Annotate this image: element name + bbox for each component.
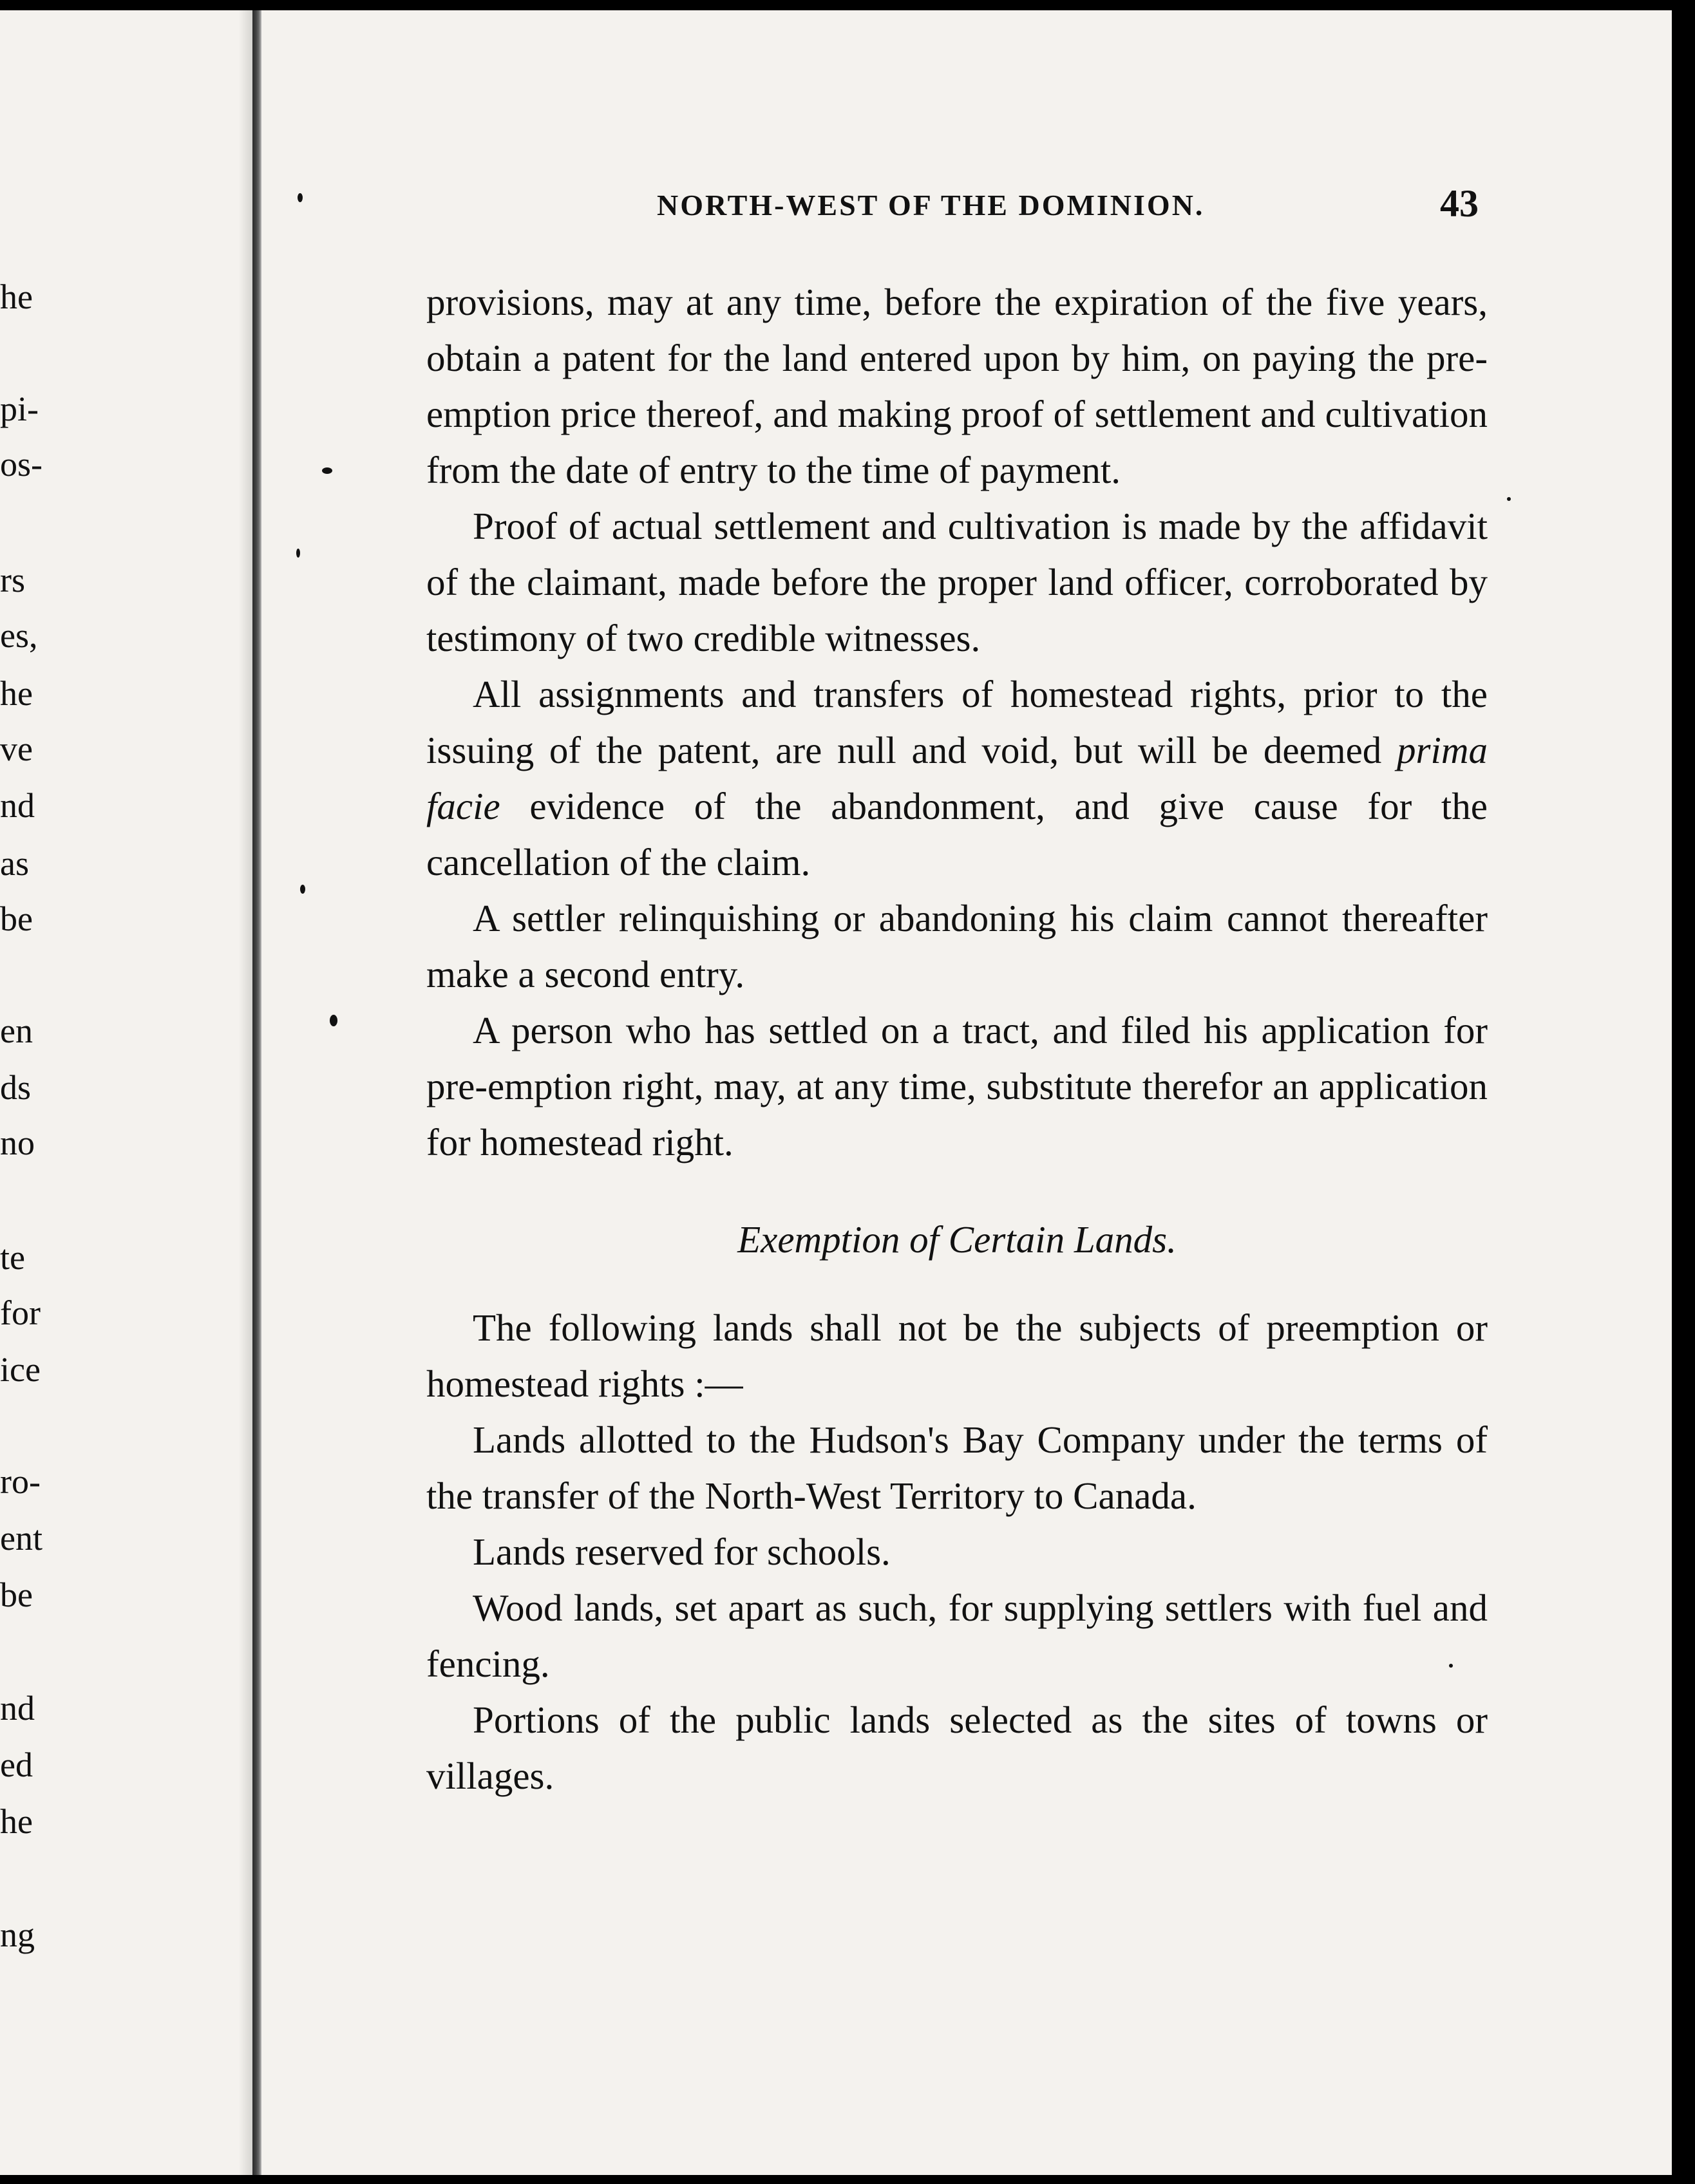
left-fragment: ro-	[0, 1462, 41, 1501]
paragraph-substitution: A person who has settled on a tract, and filed his application for pre-emption right, may, at any time, substitute therefor an application for homestead right.	[426, 1009, 1488, 1163]
scan-speck	[298, 193, 303, 202]
left-fragment: ice	[0, 1350, 41, 1389]
running-title: NORTH-WEST OF THE DOMINION.	[657, 189, 1205, 221]
scan-speck	[300, 885, 305, 894]
left-fragment: as	[0, 844, 29, 883]
page-number: 43	[1440, 182, 1479, 225]
left-fragment: ng	[0, 1916, 35, 1954]
scan-speck	[296, 549, 300, 558]
left-fragment: ed	[0, 1746, 33, 1784]
left-fragment: ve	[0, 730, 33, 768]
left-fragment: nd	[0, 1689, 35, 1727]
section-paragraph: Lands reserved for schools.	[473, 1530, 891, 1573]
left-fragment: ent	[0, 1519, 43, 1558]
left-fragment: he	[0, 278, 33, 316]
paragraph-relinquishing: A settler relinquishing or abandoning his claim cannot thereafter make a second entry.	[426, 897, 1488, 995]
paragraph-text: evidence of the abandonment, and give cause for the cancellation of the claim.	[426, 785, 1488, 883]
section-paragraph: Portions of the public lands selected as the sites of towns or villages.	[426, 1699, 1488, 1797]
page-body	[426, 274, 1488, 1804]
paragraph-text: All assignments and transfers of homestead rights, prior to the issuing of the patent, are null and void, but will be deemed	[426, 673, 1488, 771]
left-fragment: nd	[0, 786, 35, 825]
left-fragment: rs	[0, 561, 25, 599]
left-fragment: he	[0, 674, 33, 713]
left-fragment: no	[0, 1124, 35, 1162]
left-fragment: for	[0, 1294, 41, 1332]
section-heading: Exemption of Certain Lands.	[737, 1218, 1177, 1261]
scan-speck	[322, 467, 332, 474]
page-sheet	[0, 10, 1672, 2175]
left-fragment: be	[0, 1576, 33, 1614]
left-fragment: be	[0, 899, 33, 938]
gutter-shadow	[238, 10, 252, 2175]
section-paragraph: Lands allotted to the Hudson's Bay Company under the terms of the transfer of the North-West Territory to Canada.	[426, 1418, 1488, 1517]
book-gutter	[252, 10, 261, 2175]
paragraph-proof-of-settlement: Proof of actual settlement and cultivation is made by the affidavit of the claimant, made before the proper land officer, corroborated by testimony of two credible witnesses.	[426, 505, 1488, 659]
continued-paragraph: provisions, may at any time, before the expiration of the five years, obtain a patent for the land entered upon by him, on paying the pre-emption price thereof, and making proof of settlement and cultivation from the date of entry to the time of payment.	[426, 281, 1488, 491]
left-fragment: os-	[0, 445, 43, 484]
left-fragment: ds	[0, 1068, 32, 1107]
left-fragment: en	[0, 1012, 33, 1050]
paragraph-assignments	[426, 666, 1488, 890]
latin-phrase: prima facie	[426, 729, 1488, 827]
left-fragment: pi-	[0, 390, 39, 428]
left-fragment: te	[0, 1238, 25, 1277]
left-fragment: he	[0, 1802, 33, 1841]
section-paragraph: The following lands shall not be the subjects of preemption or homestead rights :—	[426, 1306, 1488, 1405]
scan-speck	[1507, 497, 1511, 501]
section-paragraph: Wood lands, set apart as such, for supplying settlers with fuel and fencing.	[426, 1586, 1488, 1685]
left-fragment: es,	[0, 616, 38, 655]
scan-speck	[330, 1015, 337, 1026]
